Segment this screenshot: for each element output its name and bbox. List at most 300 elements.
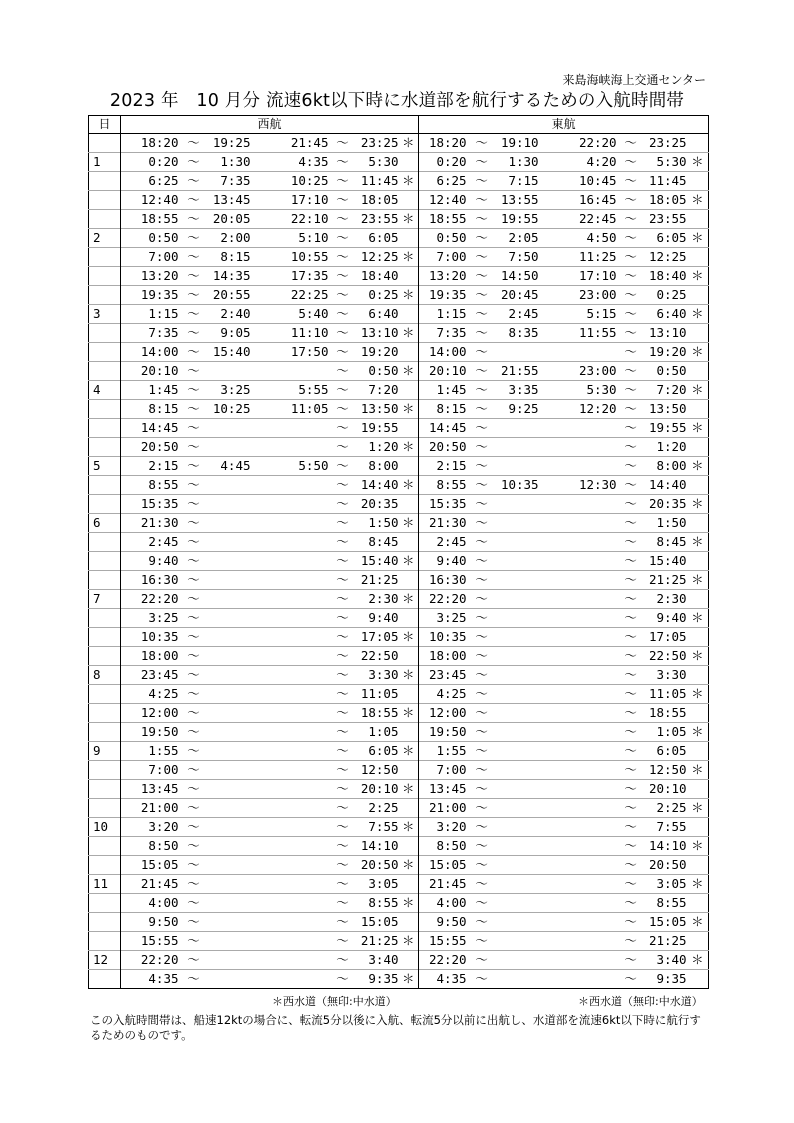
west-tilde-2: ～ [336,268,349,283]
day-cell [89,362,121,381]
east-tilde-1: ～ [475,724,488,739]
east-end-1 [497,571,539,590]
west-start-2: 17:35 [290,268,329,283]
west-end-1: 2:40 [220,306,251,321]
east-tilde-1: ～ [475,306,488,321]
west-tilde-2: ～ [336,914,349,929]
east-end-1 [497,837,539,856]
east-channel-mark: ＊ [691,876,704,891]
day-cell: 5 [89,457,121,476]
table-row [89,818,709,837]
west-start-1: 1:45 [148,382,179,397]
west-tilde-2: ～ [336,781,349,796]
east-end-1 [497,818,539,837]
east-end-1 [497,609,539,628]
east-channel-mark [687,362,709,381]
east-channel-mark [687,970,709,989]
day-cell: 11 [89,875,121,894]
west-start-1: 21:00 [140,800,179,815]
east-end-1 [497,495,539,514]
east-start-2 [539,419,617,438]
west-tilde-1: ～ [187,249,200,264]
west-tilde-1: ～ [187,439,200,454]
table-row [89,704,709,723]
day-column-header: 日 [89,116,121,134]
east-end-1: 14:50 [500,268,539,283]
table-row [89,514,709,533]
west-start-1: 1:15 [148,306,179,321]
east-channel-mark: ＊ [691,154,704,169]
day-cell [89,324,121,343]
west-start-2 [251,647,329,666]
day-cell [89,571,121,590]
east-channel-mark: ＊ [691,610,704,625]
west-end-2: 20:50 [360,857,399,872]
west-end-2: 1:50 [368,515,399,530]
east-end-2: 14:10 [648,838,687,853]
west-start-2 [251,742,329,761]
east-channel-mark: ＊ [691,724,704,739]
west-start-1: 6:25 [148,173,179,188]
organization-name: 来島海峡海上交通センター [562,73,706,87]
west-start-2: 17:10 [290,192,329,207]
west-channel-mark [399,761,419,780]
west-end-2: 12:50 [360,762,399,777]
table-row [89,438,709,457]
east-tilde-2: ～ [624,724,637,739]
west-tilde-1: ～ [187,192,200,207]
west-end-1 [209,571,251,590]
east-start-1: 2:45 [419,533,467,552]
table-row [89,267,709,286]
west-tilde-2: ～ [336,838,349,853]
east-tilde-2: ～ [624,572,637,587]
east-start-2: 16:45 [578,192,617,207]
east-end-1: 19:55 [500,211,539,226]
east-end-1 [497,723,539,742]
table-row [89,419,709,438]
west-end-1: 10:25 [212,401,251,416]
west-start-1: 8:50 [148,838,179,853]
east-end-2: 20:35 [648,496,687,511]
east-end-1 [497,951,539,970]
day-cell: 3 [89,305,121,324]
table-row [89,533,709,552]
east-start-2 [539,799,617,818]
east-start-1: 18:20 [419,134,467,153]
west-channel-mark: ＊ [402,363,415,378]
west-start-2 [251,932,329,951]
table-row [89,153,709,172]
table-row [89,362,709,381]
east-start-1: 1:45 [419,381,467,400]
east-start-2 [539,932,617,951]
east-channel-mark: ＊ [691,344,704,359]
east-tilde-1: ～ [475,895,488,910]
west-end-1 [209,685,251,704]
west-channel-mark [399,799,419,818]
west-end-1: 13:45 [212,192,251,207]
east-start-2 [539,704,617,723]
west-start-2 [251,666,329,685]
east-tilde-1: ～ [475,610,488,625]
east-end-2: 19:55 [648,420,687,435]
west-tilde-1: ～ [187,857,200,872]
east-tilde-1: ～ [475,534,488,549]
day-cell [89,248,121,267]
east-tilde-1: ～ [475,154,488,169]
east-channel-mark [687,476,709,495]
west-end-1 [209,742,251,761]
west-channel-mark [399,457,419,476]
table-row [89,951,709,970]
west-end-1 [209,970,251,989]
east-start-1: 0:50 [419,229,467,248]
west-tilde-2: ～ [336,857,349,872]
east-end-1: 8:35 [508,325,539,340]
east-tilde-2: ～ [624,230,637,245]
east-tilde-2: ～ [624,667,637,682]
west-end-1 [209,495,251,514]
west-end-2: 15:40 [360,553,399,568]
east-channel-mark [687,780,709,799]
west-start-1: 22:20 [140,591,179,606]
east-channel-mark [687,248,709,267]
east-end-1 [497,628,539,647]
east-channel-mark: ＊ [691,230,704,245]
east-tilde-2: ～ [624,629,637,644]
west-tilde-1: ～ [187,401,200,416]
west-end-2: 7:20 [368,382,399,397]
west-end-1: 2:00 [220,230,251,245]
table-row [89,457,709,476]
east-tilde-2: ～ [624,971,637,986]
west-end-1: 19:25 [212,135,251,150]
west-end-2: 14:10 [360,838,399,853]
west-start-1: 14:45 [140,420,179,435]
west-end-2: 0:25 [368,287,399,302]
east-tilde-1: ～ [475,800,488,815]
west-channel-mark [399,723,419,742]
east-channel-mark [687,286,709,305]
west-end-1 [209,628,251,647]
west-start-2: 22:10 [290,211,329,226]
east-start-2: 12:20 [578,401,617,416]
west-end-2: 20:35 [360,496,399,511]
west-end-1 [209,590,251,609]
west-start-1: 18:20 [140,135,179,150]
west-tilde-1: ～ [187,496,200,511]
west-end-2: 6:40 [368,306,399,321]
east-tilde-2: ～ [624,382,637,397]
east-start-2: 5:30 [586,382,617,397]
east-start-2 [539,856,617,875]
west-end-2: 11:45 [360,173,399,188]
west-start-2 [251,951,329,970]
east-channel-mark [687,818,709,837]
east-start-2 [539,571,617,590]
east-tilde-1: ～ [475,553,488,568]
east-channel-mark [687,134,709,153]
east-start-2 [539,438,617,457]
west-start-1: 10:35 [140,629,179,644]
east-tilde-1: ～ [475,477,488,492]
east-start-1: 3:20 [419,818,467,837]
west-end-1 [209,704,251,723]
west-tilde-1: ～ [187,648,200,663]
east-end-1 [497,799,539,818]
west-end-1 [209,799,251,818]
west-start-1: 3:25 [148,610,179,625]
west-tilde-2: ～ [336,933,349,948]
day-cell [89,495,121,514]
east-tilde-1: ～ [475,287,488,302]
timetable [88,115,709,989]
day-cell [89,191,121,210]
day-cell [89,780,121,799]
west-start-2: 5:40 [298,306,329,321]
east-start-1: 8:50 [419,837,467,856]
west-tilde-1: ～ [187,610,200,625]
east-channel-mark: ＊ [691,192,704,207]
west-end-2: 21:25 [360,572,399,587]
east-start-1: 8:55 [419,476,467,495]
west-tilde-2: ～ [336,173,349,188]
table-row [89,723,709,742]
day-cell [89,400,121,419]
east-tilde-2: ～ [624,933,637,948]
east-channel-mark [687,932,709,951]
west-end-2: 1:05 [368,724,399,739]
day-cell [89,533,121,552]
east-start-2: 5:15 [586,306,617,321]
west-tilde-2: ～ [336,287,349,302]
west-tilde-2: ～ [336,363,349,378]
west-end-2: 9:35 [368,971,399,986]
east-tilde-1: ～ [475,838,488,853]
west-channel-mark: ＊ [402,781,415,796]
west-start-1: 7:35 [148,325,179,340]
west-end-1 [209,666,251,685]
west-end-2: 18:05 [360,192,399,207]
west-tilde-2: ～ [336,762,349,777]
west-start-2 [251,590,329,609]
east-channel-mark [687,628,709,647]
east-tilde-1: ～ [475,344,488,359]
west-tilde-1: ～ [187,534,200,549]
east-end-1: 9:25 [508,401,539,416]
west-tilde-1: ～ [187,211,200,226]
east-start-1: 9:40 [419,552,467,571]
east-tilde-2: ～ [624,192,637,207]
west-start-1: 20:50 [140,439,179,454]
table-row [89,932,709,951]
table-row [89,666,709,685]
table-row [89,856,709,875]
west-tilde-1: ～ [187,895,200,910]
east-channel-mark [687,438,709,457]
west-start-1: 4:25 [148,686,179,701]
east-channel-mark: ＊ [691,686,704,701]
east-tilde-2: ～ [624,762,637,777]
east-tilde-2: ～ [624,268,637,283]
table-row [89,894,709,913]
east-start-1: 4:00 [419,894,467,913]
east-start-1: 22:20 [419,590,467,609]
west-end-1 [209,438,251,457]
west-tilde-2: ～ [336,724,349,739]
east-start-1: 19:50 [419,723,467,742]
east-channel-mark: ＊ [691,838,704,853]
west-end-1 [209,723,251,742]
west-end-2: 23:25 [360,135,399,150]
west-channel-mark: ＊ [402,249,415,264]
east-start-1: 0:20 [419,153,467,172]
west-channel-mark: ＊ [402,629,415,644]
west-start-2 [251,780,329,799]
west-start-1: 19:50 [140,724,179,739]
east-channel-mark: ＊ [691,306,704,321]
east-start-1: 9:50 [419,913,467,932]
east-start-1: 3:25 [419,609,467,628]
table-row [89,381,709,400]
east-start-2 [539,970,617,989]
east-channel-mark: ＊ [691,648,704,663]
west-start-1: 15:05 [140,857,179,872]
west-start-2: 5:55 [298,382,329,397]
table-row [89,875,709,894]
west-start-2 [251,723,329,742]
west-start-2 [251,894,329,913]
east-tilde-2: ～ [624,439,637,454]
west-channel-mark [399,419,419,438]
west-end-1: 1:30 [220,154,251,169]
east-tilde-1: ～ [475,325,488,340]
east-tilde-2: ～ [624,743,637,758]
east-channel-mark [687,704,709,723]
east-tilde-2: ～ [624,838,637,853]
west-start-1: 14:00 [140,344,179,359]
east-end-1 [497,457,539,476]
east-channel-mark: ＊ [691,800,704,815]
east-end-1: 3:35 [508,382,539,397]
east-end-2: 0:50 [656,363,687,378]
west-tilde-1: ～ [187,287,200,302]
east-start-1: 18:00 [419,647,467,666]
west-end-1 [209,761,251,780]
west-channel-mark: ＊ [402,971,415,986]
west-tilde-2: ～ [336,686,349,701]
west-end-2: 8:55 [368,895,399,910]
east-start-1: 20:10 [419,362,467,381]
day-cell [89,837,121,856]
east-tilde-2: ～ [624,211,637,226]
west-legend-note: ＊西水道（無印:中水道） [272,995,397,1008]
west-start-2 [251,609,329,628]
west-start-1: 21:30 [140,515,179,530]
east-tilde-1: ～ [475,249,488,264]
west-channel-mark [399,305,419,324]
table-row [89,742,709,761]
east-tilde-1: ～ [475,572,488,587]
west-start-2: 22:25 [290,287,329,302]
west-start-1: 16:30 [140,572,179,587]
east-tilde-1: ～ [475,420,488,435]
west-start-2 [251,799,329,818]
east-start-1: 23:45 [419,666,467,685]
west-start-2 [251,438,329,457]
west-end-2: 23:55 [360,211,399,226]
east-start-2 [539,666,617,685]
east-end-1 [497,761,539,780]
east-start-1: 15:05 [419,856,467,875]
east-start-2 [539,457,617,476]
west-channel-mark [399,685,419,704]
east-start-2: 11:55 [578,325,617,340]
west-start-1: 8:15 [148,401,179,416]
east-tilde-1: ～ [475,648,488,663]
east-start-1: 4:35 [419,970,467,989]
west-tilde-2: ～ [336,401,349,416]
east-start-1: 10:35 [419,628,467,647]
east-tilde-1: ～ [475,705,488,720]
east-tilde-2: ～ [624,876,637,891]
east-end-2: 5:30 [656,154,687,169]
east-start-1: 14:45 [419,419,467,438]
table-row [89,761,709,780]
east-end-2: 23:55 [648,211,687,226]
west-channel-mark: ＊ [402,173,415,188]
east-start-2 [539,533,617,552]
east-channel-mark: ＊ [691,572,704,587]
west-channel-mark [399,191,419,210]
table-row [89,400,709,419]
east-channel-mark [687,856,709,875]
west-start-1: 18:55 [140,211,179,226]
west-end-1 [209,647,251,666]
east-tilde-1: ～ [475,458,488,473]
east-start-1: 18:55 [419,210,467,229]
east-tilde-2: ～ [624,819,637,834]
east-end-2: 1:05 [656,724,687,739]
east-end-2: 11:45 [648,173,687,188]
table-row [89,685,709,704]
west-column-header: 西航 [121,116,419,134]
west-tilde-1: ～ [187,952,200,967]
west-channel-mark [399,609,419,628]
east-tilde-2: ～ [624,306,637,321]
day-cell [89,970,121,989]
west-tilde-2: ～ [336,705,349,720]
east-end-1 [497,970,539,989]
west-tilde-2: ～ [336,895,349,910]
east-start-2 [539,818,617,837]
east-channel-mark: ＊ [691,458,704,473]
west-end-2: 11:05 [360,686,399,701]
west-channel-mark: ＊ [402,401,415,416]
west-channel-mark: ＊ [402,705,415,720]
east-tilde-1: ～ [475,914,488,929]
table-row [89,571,709,590]
table-row [89,172,709,191]
east-end-2: 6:05 [656,743,687,758]
west-tilde-1: ～ [187,838,200,853]
west-end-2: 7:55 [368,819,399,834]
west-start-1: 15:35 [140,496,179,511]
day-cell [89,913,121,932]
west-end-1 [209,913,251,932]
east-start-2 [539,875,617,894]
